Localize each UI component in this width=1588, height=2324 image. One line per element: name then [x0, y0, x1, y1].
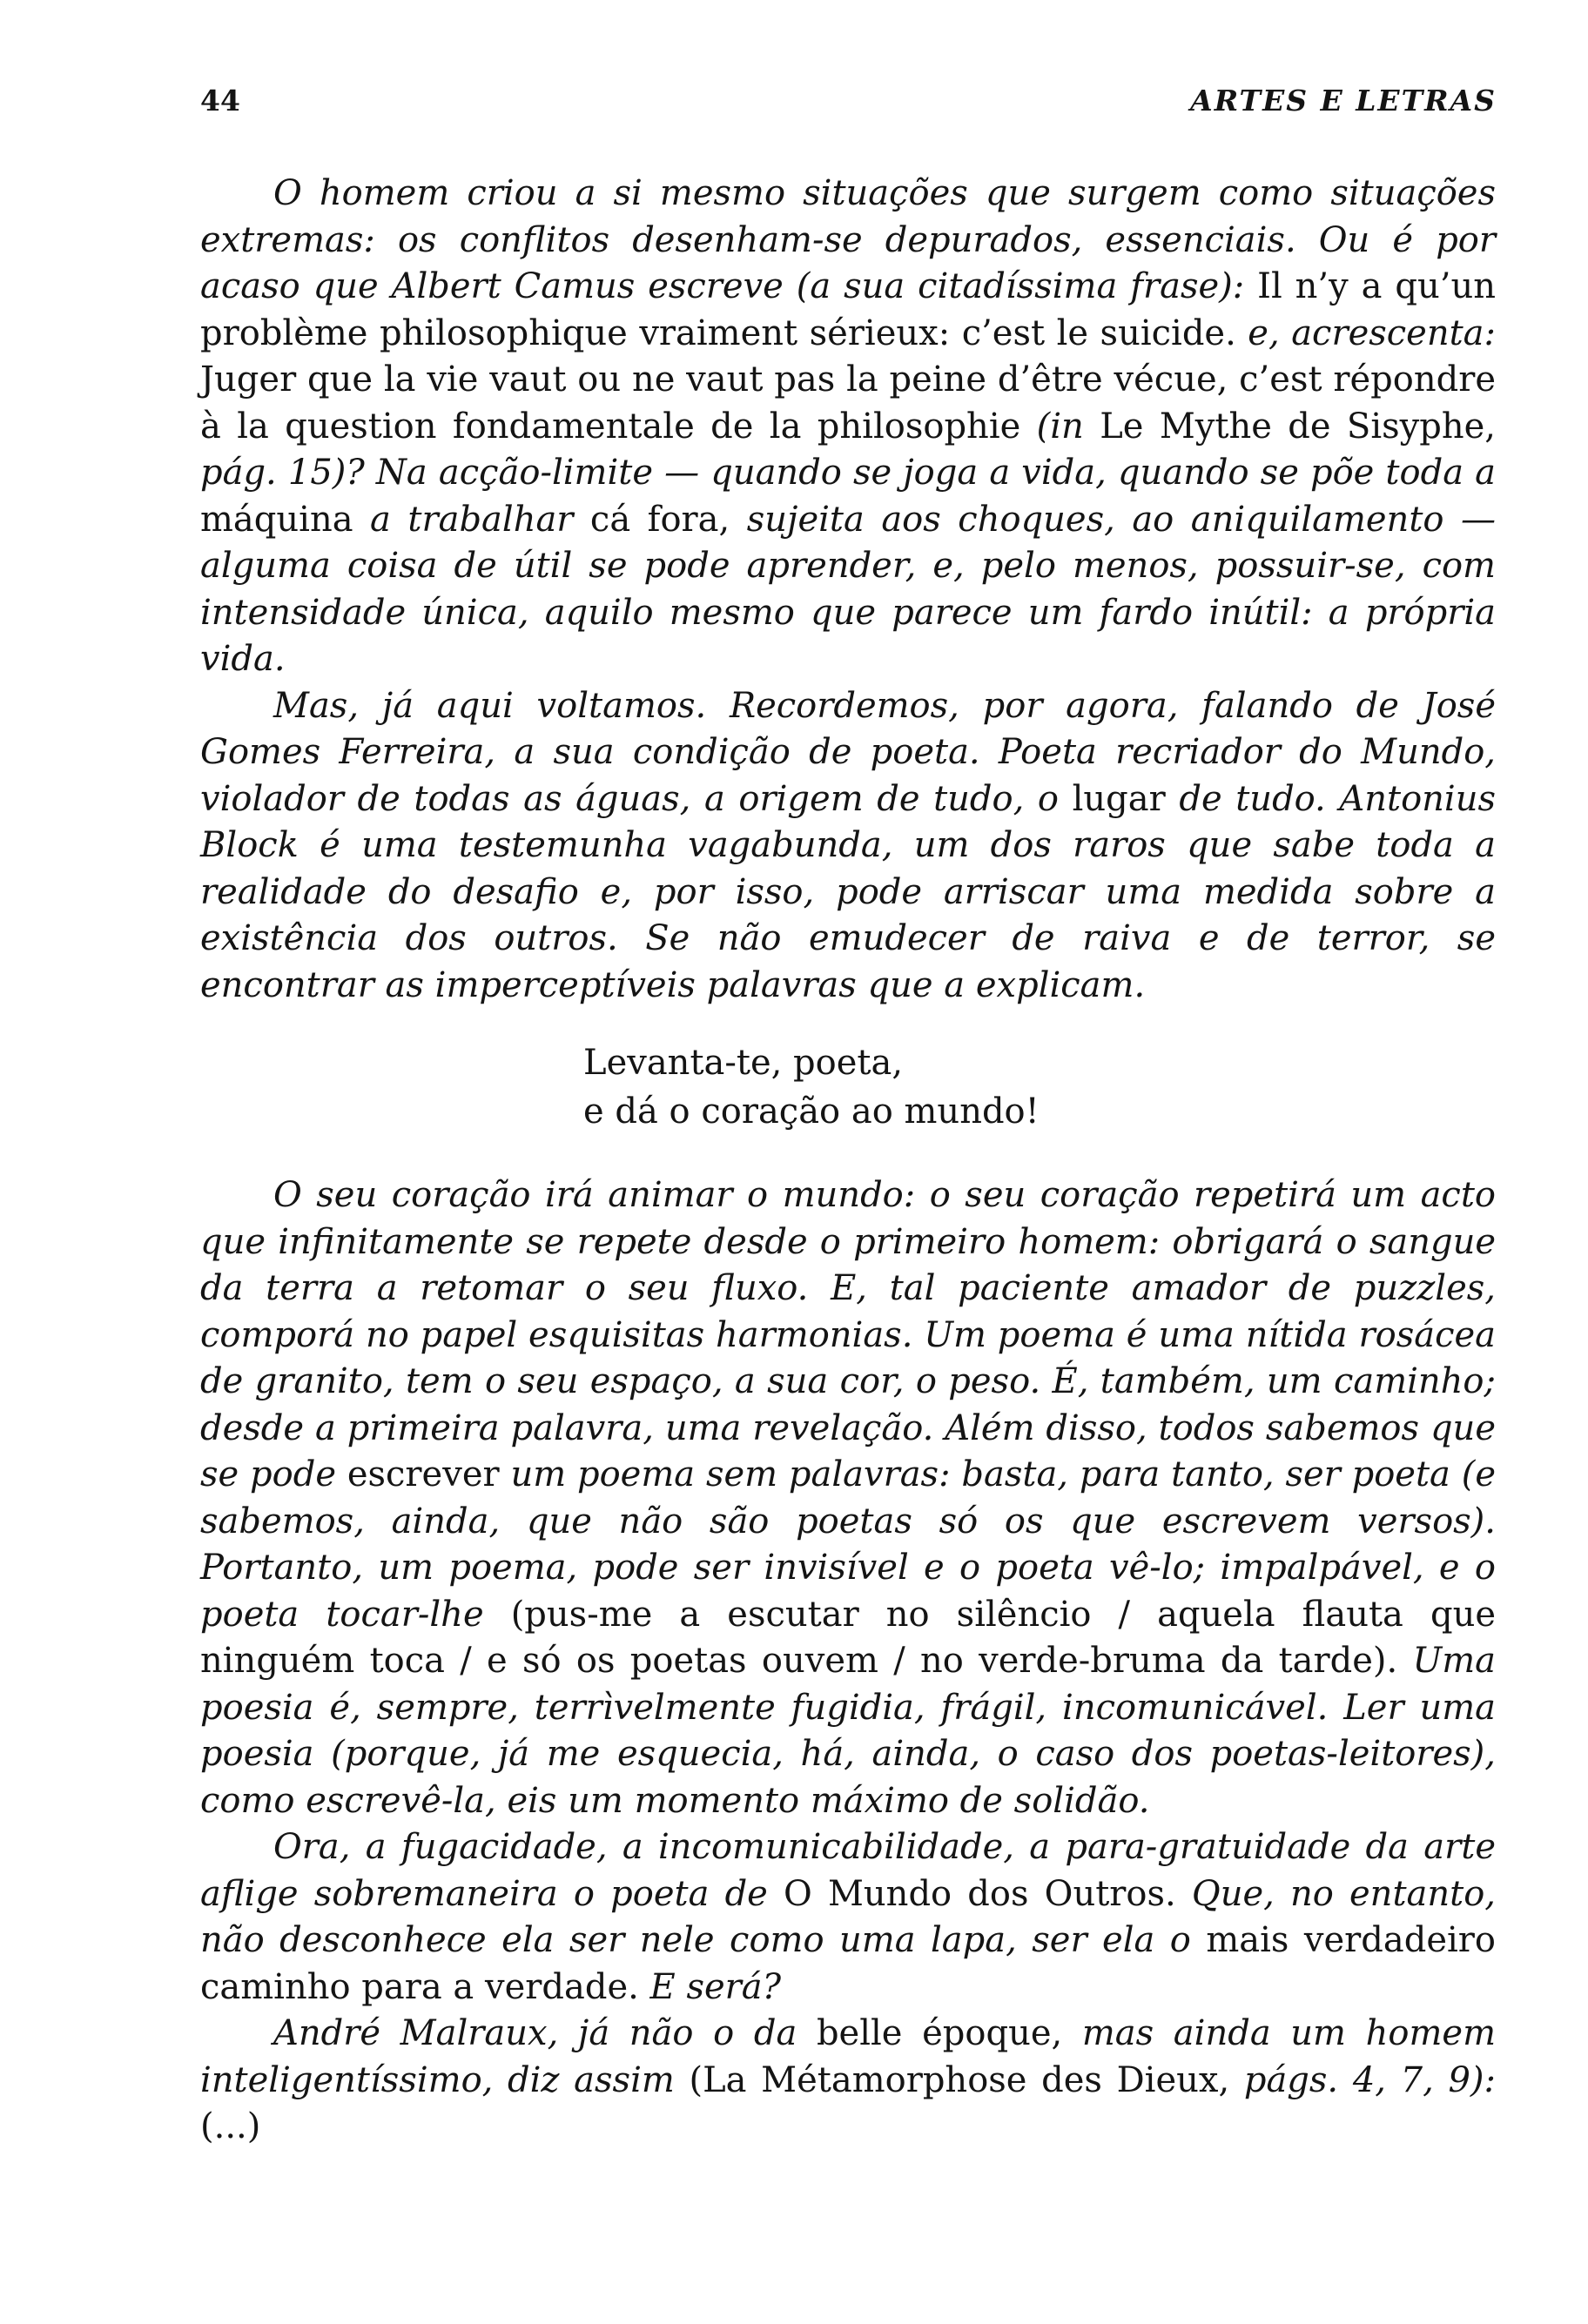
- running-head: [200, 80, 1497, 122]
- text-segment: de tudo. Antonius Block é uma testemunha vagabunda, um dos raros que sabe toda a realidade do desafio e, por isso, pode arriscar uma medida sobre a existência dos outros. Se não emudecer de raiva e de terror, se encontrar as imperceptíveis palavras que a explicam.: [200, 778, 1497, 1005]
- text-segment: Que, no entanto, não desconhece ela ser nele como uma lapa, ser ela o: [200, 1873, 1496, 1960]
- text-segment: sujeita aos choques, ao aniquilamento — alguma coisa de útil se pode aprender, e, pelo menos, possuir-se, com intensidade única, aquilo mesmo que parece um fardo inútil: a própria vida.: [200, 499, 1496, 679]
- verse-line: Levanta-te, poeta,: [583, 1043, 904, 1083]
- paragraph-fugacity: [200, 1824, 1496, 2011]
- text-segment: e, acrescenta:: [1235, 312, 1496, 353]
- roman-segment: máquina: [200, 499, 353, 540]
- quote-segment: (pus-me a escutar no silêncio / aquela flauta que ninguém toca / e só os poetas ouvem / no verde-bruma da tarde).: [200, 1594, 1496, 1681]
- quote-segment: Juger que la vie vaut ou ne vaut pas la peine d’être vécue, c’est répondre à la question fondamentale de la philosophie: [200, 359, 1496, 447]
- paragraph-poem-heart: [200, 1172, 1496, 1824]
- verse-line: e dá o coração ao mundo!: [583, 1091, 1040, 1132]
- book-title-segment: (La Métamorphose des Dieux,: [689, 2059, 1230, 2100]
- roman-segment: cá fora,: [589, 499, 730, 540]
- verse-quote: [583, 1038, 1496, 1136]
- roman-segment: belle époque,: [816, 2013, 1063, 2053]
- article-body: [200, 171, 1496, 2151]
- journal-title: ARTES E LETRAS: [1190, 84, 1497, 118]
- paragraph-malraux: [200, 2011, 1496, 2151]
- book-title-segment: O Mundo dos Outros.: [784, 1873, 1176, 1914]
- text-segment: um poema sem palavras: basta, para tanto, ser poeta (e sabemos, ainda, que não são poetas só os que escrevem versos). Portanto, um poema, pode ser invisível e o poeta vê-lo; impalpável, e o poeta tocar-lhe: [200, 1454, 1496, 1635]
- page-number: 44: [200, 84, 240, 118]
- text-segment: (in: [1020, 406, 1100, 447]
- text-segment: André Malraux, já não o da: [273, 2013, 817, 2053]
- text-segment: Uma poesia é, sempre, terrìvelmente fugidia, frágil, incomunicável. Ler uma poesia (porque, já me esquecia, há, ainda, o caso dos poetas-leitores), como escrevê-la, eis um momento máximo de solidão.: [200, 1641, 1496, 1821]
- text-segment: O homem criou a si mesmo situações que surgem como situações extremas: os conflitos desenham-se depurados, essenciais. Ou é por acaso que Albert Camus escreve (a sua citadíssima frase):: [200, 173, 1496, 306]
- text-segment: a trabalhar: [353, 499, 590, 540]
- quote-segment: Il n’y a qu’un problème philosophique vraiment sérieux: c’est le suicide.: [200, 266, 1497, 353]
- roman-segment: mais verdadeiro caminho para a verdade.: [200, 1920, 1496, 2007]
- paragraph-camus: [200, 171, 1496, 683]
- roman-segment: lugar: [1072, 778, 1166, 819]
- paragraph-poet-condition: [200, 683, 1496, 1010]
- roman-segment: escrever: [347, 1454, 500, 1494]
- roman-segment: (...): [200, 2106, 261, 2146]
- text-segment: O seu coração irá animar o mundo: o seu coração repetirá um acto que infinitamente se repete desde o primeiro homem: obrigará o sangue da terra a retomar o seu fluxo. E, tal paciente amador de puzzles, comporá no papel esquisitas harmonias. Um poema é uma nítida rosácea de granito, tem o seu espaço, a sua cor, o peso. É, também, um caminho; desde a primeira palavra, uma revelação. Além disso, todos sabemos que se pode: [200, 1175, 1496, 1494]
- text-segment: pág. 15)? Na acção-limite — quando se joga a vida, quando se põe toda a: [200, 453, 1496, 493]
- text-segment: Ora, a fugacidade, a incomunicabilidade, a para-gratuidade da arte aflige sobremaneira o poeta de: [200, 1827, 1496, 1914]
- text-segment: mas ainda um homem inteligentíssimo, diz assim: [200, 2013, 1496, 2100]
- text-segment: págs. 4, 7, 9):: [1229, 2059, 1497, 2100]
- book-title-segment: Le Mythe de Sisyphe,: [1100, 406, 1496, 447]
- text-segment: Mas, já aqui voltamos. Recordemos, por agora, falando de José Gomes Ferreira, a sua condição de poeta. Poeta recriador do Mundo, violador de todas as águas, a origem de tudo, o: [200, 685, 1496, 819]
- text-segment: E será?: [638, 1966, 782, 2007]
